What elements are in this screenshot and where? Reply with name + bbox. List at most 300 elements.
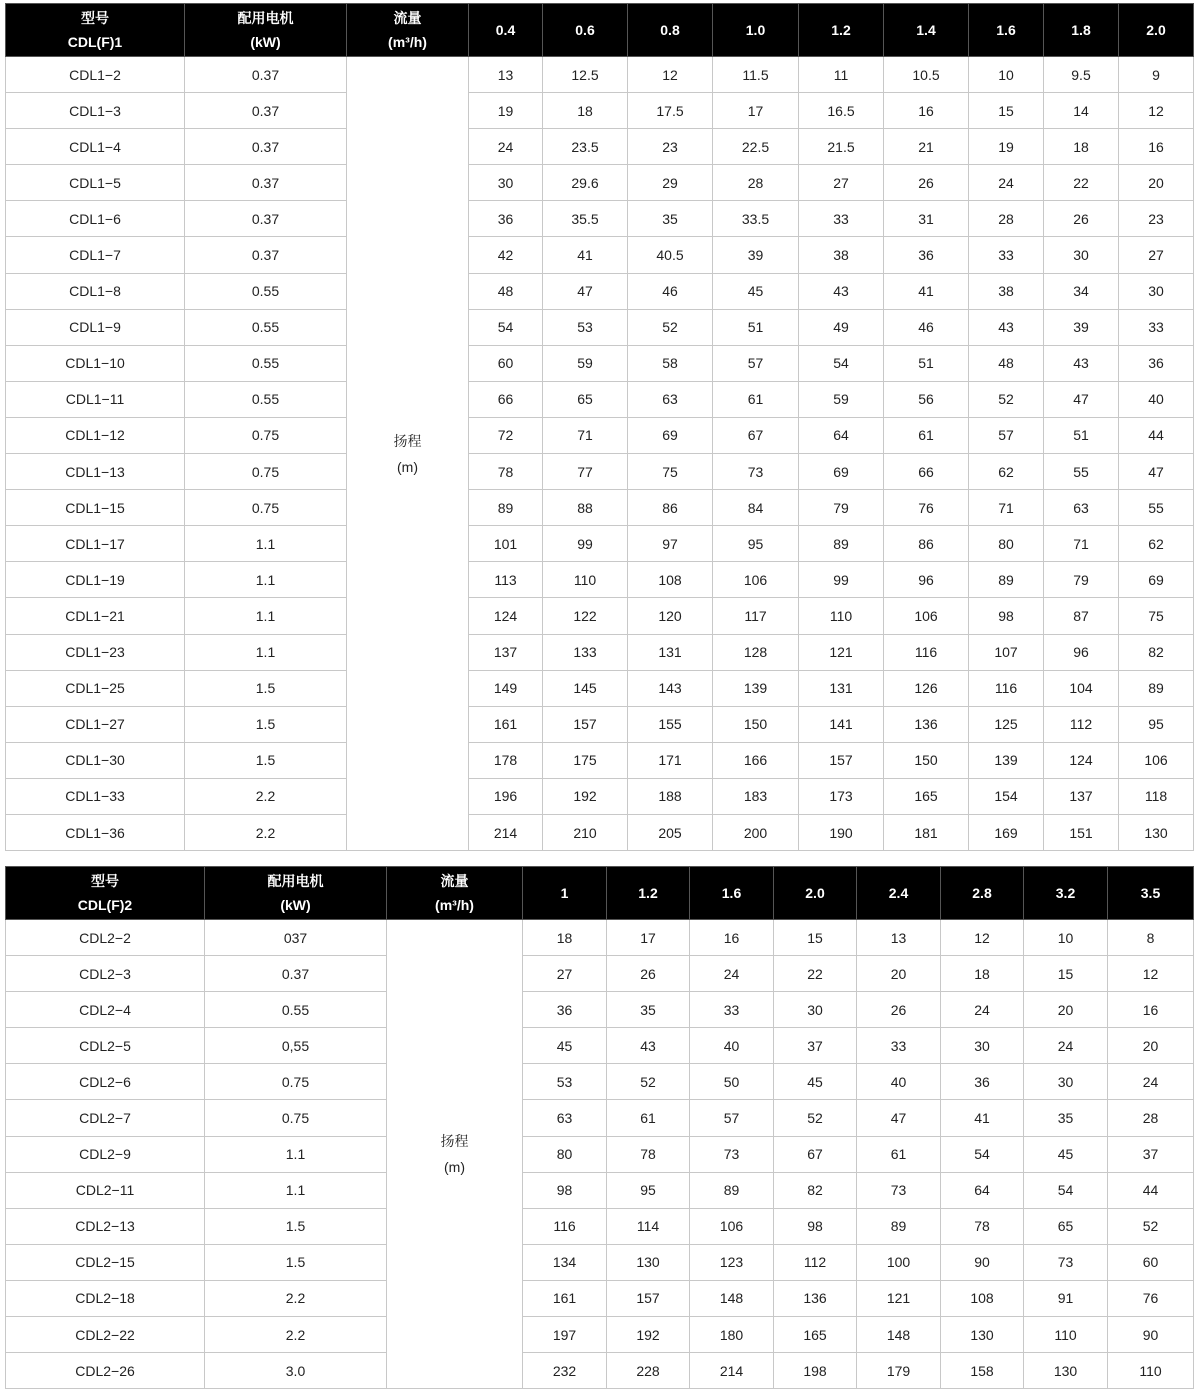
model-cell: CDL1−13 <box>6 454 185 490</box>
head-value-cell: 57 <box>969 417 1044 453</box>
head-value-cell: 151 <box>1044 814 1119 850</box>
head-value-cell: 36 <box>884 237 969 273</box>
head-value-cell: 180 <box>690 1317 774 1353</box>
head-value-cell: 48 <box>969 345 1044 381</box>
head-value-cell: 95 <box>607 1172 690 1208</box>
head-value-cell: 57 <box>713 345 799 381</box>
head-value-cell: 139 <box>969 742 1044 778</box>
head-value-cell: 34 <box>1044 273 1119 309</box>
head-value-cell: 27 <box>1119 237 1194 273</box>
motor-power-cell: 0.55 <box>185 381 347 417</box>
motor-power-cell: 0.55 <box>205 992 387 1028</box>
table-row <box>6 742 1194 778</box>
head-value-cell: 149 <box>469 670 543 706</box>
head-value-cell: 44 <box>1108 1172 1194 1208</box>
head-value-cell: 65 <box>1024 1208 1108 1244</box>
motor-power-cell: 0.55 <box>185 273 347 309</box>
head-value-cell: 72 <box>469 417 543 453</box>
table-row <box>6 1100 1194 1136</box>
head-value-cell: 69 <box>628 417 713 453</box>
head-value-cell: 20 <box>1108 1028 1194 1064</box>
head-value-cell: 39 <box>713 237 799 273</box>
head-value-cell: 232 <box>523 1353 607 1389</box>
table-row <box>6 1064 1194 1100</box>
head-value-cell: 13 <box>469 57 543 93</box>
flow-rate-header: 2.0 <box>1119 4 1194 57</box>
head-value-cell: 23 <box>1119 201 1194 237</box>
head-value-cell: 11 <box>799 57 884 93</box>
head-value-cell: 29.6 <box>543 165 628 201</box>
head-value-cell: 33 <box>690 992 774 1028</box>
flow-rate-header: 2.0 <box>774 867 857 920</box>
head-value-cell: 96 <box>884 562 969 598</box>
table-row <box>6 670 1194 706</box>
head-value-cell: 23 <box>628 129 713 165</box>
model-cell: CDL1−25 <box>6 670 185 706</box>
model-cell: CDL2−3 <box>6 956 205 992</box>
head-value-cell: 16 <box>1119 129 1194 165</box>
head-value-cell: 47 <box>543 273 628 309</box>
table-row <box>6 490 1194 526</box>
motor-power-cell: 0.37 <box>185 129 347 165</box>
head-value-cell: 90 <box>941 1244 1024 1280</box>
table-row <box>6 1028 1194 1064</box>
motor-power-cell: 2.2 <box>185 814 347 850</box>
head-value-cell: 56 <box>884 381 969 417</box>
head-value-cell: 10 <box>1024 920 1108 956</box>
head-value-cell: 33 <box>857 1028 941 1064</box>
head-value-cell: 24 <box>690 956 774 992</box>
head-value-cell: 116 <box>884 634 969 670</box>
table-row <box>6 201 1194 237</box>
table-header-row <box>6 867 1194 920</box>
head-value-cell: 157 <box>543 706 628 742</box>
head-value-cell: 61 <box>713 381 799 417</box>
head-value-cell: 28 <box>1108 1100 1194 1136</box>
model-cell: CDL1−3 <box>6 93 185 129</box>
head-value-cell: 71 <box>543 417 628 453</box>
head-value-cell: 40 <box>857 1064 941 1100</box>
head-value-cell: 190 <box>799 814 884 850</box>
head-value-cell: 24 <box>1108 1064 1194 1100</box>
head-value-cell: 137 <box>1044 778 1119 814</box>
motor-power-cell: 0.75 <box>185 490 347 526</box>
head-value-cell: 106 <box>1119 742 1194 778</box>
head-value-cell: 198 <box>774 1353 857 1389</box>
head-value-cell: 150 <box>884 742 969 778</box>
head-value-cell: 33 <box>799 201 884 237</box>
head-value-cell: 89 <box>969 562 1044 598</box>
head-label-cell <box>387 920 523 1389</box>
head-value-cell: 27 <box>799 165 884 201</box>
head-value-cell: 117 <box>713 598 799 634</box>
model-cell: CDL1−33 <box>6 778 185 814</box>
table-row <box>6 454 1194 490</box>
head-value-cell: 96 <box>1044 634 1119 670</box>
head-value-cell: 136 <box>884 706 969 742</box>
head-value-cell: 86 <box>628 490 713 526</box>
head-value-cell: 30 <box>469 165 543 201</box>
head-unit: (m) <box>397 458 418 475</box>
model-cell: CDL1−27 <box>6 706 185 742</box>
table-row <box>6 1172 1194 1208</box>
head-value-cell: 150 <box>713 706 799 742</box>
head-value-cell: 18 <box>1044 129 1119 165</box>
model-cell: CDL2−11 <box>6 1172 205 1208</box>
table-row <box>6 381 1194 417</box>
table-row <box>6 57 1194 93</box>
flow-rate-header: 1.2 <box>799 4 884 57</box>
head-value-cell: 65 <box>543 381 628 417</box>
table-row <box>6 1317 1194 1353</box>
head-value-cell: 99 <box>799 562 884 598</box>
head-label-cell <box>347 57 469 851</box>
head-value-cell: 30 <box>1024 1064 1108 1100</box>
head-value-cell: 154 <box>969 778 1044 814</box>
motor-power-cell: 0.75 <box>205 1100 387 1136</box>
head-value-cell: 166 <box>713 742 799 778</box>
head-value-cell: 20 <box>857 956 941 992</box>
table-row <box>6 920 1194 956</box>
head-value-cell: 188 <box>628 778 713 814</box>
head-value-cell: 33.5 <box>713 201 799 237</box>
head-value-cell: 89 <box>1119 670 1194 706</box>
head-value-cell: 36 <box>1119 345 1194 381</box>
head-value-cell: 130 <box>1024 1353 1108 1389</box>
head-value-cell: 57 <box>690 1100 774 1136</box>
head-value-cell: 76 <box>884 490 969 526</box>
motor-power-cell: 0,55 <box>205 1028 387 1064</box>
head-value-cell: 110 <box>799 598 884 634</box>
head-value-cell: 69 <box>799 454 884 490</box>
head-value-cell: 84 <box>713 490 799 526</box>
head-value-cell: 51 <box>713 309 799 345</box>
head-value-cell: 214 <box>690 1353 774 1389</box>
head-value-cell: 61 <box>607 1100 690 1136</box>
head-value-cell: 175 <box>543 742 628 778</box>
head-value-cell: 63 <box>628 381 713 417</box>
head-value-cell: 112 <box>1044 706 1119 742</box>
head-value-cell: 35.5 <box>543 201 628 237</box>
head-value-cell: 37 <box>1108 1136 1194 1172</box>
model-cell: CDL2−18 <box>6 1280 205 1316</box>
head-value-cell: 121 <box>799 634 884 670</box>
head-value-cell: 178 <box>469 742 543 778</box>
head-value-cell: 18 <box>523 920 607 956</box>
motor-power-cell: 037 <box>205 920 387 956</box>
head-value-cell: 106 <box>884 598 969 634</box>
head-value-cell: 44 <box>1119 417 1194 453</box>
table-row <box>6 165 1194 201</box>
head-value-cell: 210 <box>543 814 628 850</box>
head-value-cell: 52 <box>774 1100 857 1136</box>
head-value-cell: 17.5 <box>628 93 713 129</box>
head-value-cell: 161 <box>469 706 543 742</box>
head-value-cell: 48 <box>469 273 543 309</box>
head-value-cell: 40 <box>690 1028 774 1064</box>
head-value-cell: 78 <box>469 454 543 490</box>
head-value-cell: 54 <box>1024 1172 1108 1208</box>
flow-rate-header: 0.4 <box>469 4 543 57</box>
model-cell: CDL2−9 <box>6 1136 205 1172</box>
head-value-cell: 24 <box>969 165 1044 201</box>
motor-power-cell: 0.37 <box>185 165 347 201</box>
head-value-cell: 165 <box>774 1317 857 1353</box>
head-value-cell: 16.5 <box>799 93 884 129</box>
model-cell: CDL2−5 <box>6 1028 205 1064</box>
model-cell: CDL2−2 <box>6 920 205 956</box>
model-cell: CDL1−7 <box>6 237 185 273</box>
head-value-cell: 12.5 <box>543 57 628 93</box>
head-value-cell: 171 <box>628 742 713 778</box>
head-value-cell: 18 <box>941 956 1024 992</box>
head-value-cell: 165 <box>884 778 969 814</box>
head-value-cell: 148 <box>857 1317 941 1353</box>
head-value-cell: 130 <box>941 1317 1024 1353</box>
head-value-cell: 10 <box>969 57 1044 93</box>
model-cell: CDL1−5 <box>6 165 185 201</box>
head-value-cell: 46 <box>628 273 713 309</box>
model-cell: CDL1−8 <box>6 273 185 309</box>
model-cell: CDL1−10 <box>6 345 185 381</box>
head-value-cell: 116 <box>969 670 1044 706</box>
model-cell: CDL2−13 <box>6 1208 205 1244</box>
head-value-cell: 20 <box>1024 992 1108 1028</box>
head-value-cell: 75 <box>628 454 713 490</box>
motor-power-cell: 0.75 <box>185 454 347 490</box>
head-value-cell: 106 <box>690 1208 774 1244</box>
head-value-cell: 214 <box>469 814 543 850</box>
head-value-cell: 53 <box>543 309 628 345</box>
flow-rate-header: 1.4 <box>884 4 969 57</box>
flow-rate-header: 0.6 <box>543 4 628 57</box>
head-value-cell: 82 <box>1119 634 1194 670</box>
head-value-cell: 73 <box>857 1172 941 1208</box>
flow-rate-header: 2.4 <box>857 867 941 920</box>
head-value-cell: 89 <box>469 490 543 526</box>
head-value-cell: 124 <box>469 598 543 634</box>
model-cell: CDL1−19 <box>6 562 185 598</box>
head-value-cell: 104 <box>1044 670 1119 706</box>
head-value-cell: 89 <box>857 1208 941 1244</box>
table-row <box>6 1280 1194 1316</box>
motor-power-cell: 1.5 <box>205 1244 387 1280</box>
head-value-cell: 63 <box>523 1100 607 1136</box>
head-value-cell: 86 <box>884 526 969 562</box>
head-value-cell: 36 <box>469 201 543 237</box>
model-cell: CDL1−6 <box>6 201 185 237</box>
head-value-cell: 110 <box>543 562 628 598</box>
head-value-cell: 47 <box>857 1100 941 1136</box>
head-value-cell: 77 <box>543 454 628 490</box>
head-value-cell: 51 <box>1044 417 1119 453</box>
head-value-cell: 12 <box>941 920 1024 956</box>
head-value-cell: 97 <box>628 526 713 562</box>
head-value-cell: 71 <box>1044 526 1119 562</box>
head-value-cell: 78 <box>941 1208 1024 1244</box>
head-value-cell: 41 <box>941 1100 1024 1136</box>
table-row <box>6 814 1194 850</box>
head-value-cell: 79 <box>799 490 884 526</box>
head-value-cell: 28 <box>713 165 799 201</box>
model-cell: CDL2−15 <box>6 1244 205 1280</box>
motor-power-cell: 1.5 <box>185 742 347 778</box>
model-cell: CDL2−4 <box>6 992 205 1028</box>
model-cell: CDL1−11 <box>6 381 185 417</box>
head-value-cell: 36 <box>523 992 607 1028</box>
head-value-cell: 124 <box>1044 742 1119 778</box>
model-cell: CDL1−21 <box>6 598 185 634</box>
head-value-cell: 9 <box>1119 57 1194 93</box>
model-header: 型号 CDL(F)1 <box>6 4 185 57</box>
motor-power-cell: 1.1 <box>185 598 347 634</box>
head-value-cell: 64 <box>941 1172 1024 1208</box>
head-value-cell: 43 <box>799 273 884 309</box>
head-value-cell: 122 <box>543 598 628 634</box>
head-value-cell: 63 <box>1044 490 1119 526</box>
head-value-cell: 13 <box>857 920 941 956</box>
model-cell: CDL1−4 <box>6 129 185 165</box>
head-value-cell: 100 <box>857 1244 941 1280</box>
flow-rate-header: 1.0 <box>713 4 799 57</box>
head-value-cell: 15 <box>1024 956 1108 992</box>
model-cell: CDL1−2 <box>6 57 185 93</box>
head-value-cell: 80 <box>969 526 1044 562</box>
head-value-cell: 54 <box>469 309 543 345</box>
motor-power-cell: 3.0 <box>205 1353 387 1389</box>
head-value-cell: 183 <box>713 778 799 814</box>
head-unit: (m) <box>444 1159 465 1176</box>
head-value-cell: 35 <box>1024 1100 1108 1136</box>
motor-power-cell: 0.75 <box>185 417 347 453</box>
table-header-row <box>6 4 1194 57</box>
head-value-cell: 38 <box>969 273 1044 309</box>
head-value-cell: 55 <box>1119 490 1194 526</box>
head-value-cell: 143 <box>628 670 713 706</box>
head-value-cell: 41 <box>543 237 628 273</box>
head-value-cell: 98 <box>523 1172 607 1208</box>
head-value-cell: 114 <box>607 1208 690 1244</box>
head-value-cell: 53 <box>523 1064 607 1100</box>
head-value-cell: 35 <box>628 201 713 237</box>
head-value-cell: 54 <box>941 1136 1024 1172</box>
head-value-cell: 108 <box>628 562 713 598</box>
head-value-cell: 196 <box>469 778 543 814</box>
head-value-cell: 30 <box>774 992 857 1028</box>
table-row <box>6 309 1194 345</box>
model-cell: CDL1−36 <box>6 814 185 850</box>
head-value-cell: 161 <box>523 1280 607 1316</box>
motor-power-cell: 0.37 <box>185 201 347 237</box>
table-row <box>6 598 1194 634</box>
head-value-cell: 50 <box>690 1064 774 1100</box>
head-value-cell: 71 <box>969 490 1044 526</box>
head-value-cell: 9.5 <box>1044 57 1119 93</box>
head-value-cell: 40 <box>1119 381 1194 417</box>
head-value-cell: 49 <box>799 309 884 345</box>
head-value-cell: 52 <box>969 381 1044 417</box>
head-value-cell: 43 <box>607 1028 690 1064</box>
model-cell: CDL1−17 <box>6 526 185 562</box>
head-value-cell: 141 <box>799 706 884 742</box>
head-value-cell: 89 <box>799 526 884 562</box>
head-value-cell: 45 <box>523 1028 607 1064</box>
motor-power-cell: 1.1 <box>205 1172 387 1208</box>
table-row <box>6 526 1194 562</box>
head-value-cell: 43 <box>1044 345 1119 381</box>
head-value-cell: 121 <box>857 1280 941 1316</box>
head-value-cell: 41 <box>884 273 969 309</box>
table-row <box>6 992 1194 1028</box>
table-row <box>6 237 1194 273</box>
head-value-cell: 29 <box>628 165 713 201</box>
head-value-cell: 126 <box>884 670 969 706</box>
head-value-cell: 23.5 <box>543 129 628 165</box>
head-value-cell: 197 <box>523 1317 607 1353</box>
head-value-cell: 78 <box>607 1136 690 1172</box>
head-value-cell: 11.5 <box>713 57 799 93</box>
head-value-cell: 30 <box>941 1028 1024 1064</box>
head-value-cell: 28 <box>969 201 1044 237</box>
head-value-cell: 30 <box>1119 273 1194 309</box>
head-value-cell: 91 <box>1024 1280 1108 1316</box>
head-value-cell: 61 <box>857 1136 941 1172</box>
head-value-cell: 112 <box>774 1244 857 1280</box>
head-value-cell: 76 <box>1108 1280 1194 1316</box>
head-value-cell: 95 <box>713 526 799 562</box>
model-cell: CDL2−22 <box>6 1317 205 1353</box>
head-value-cell: 66 <box>469 381 543 417</box>
head-value-cell: 58 <box>628 345 713 381</box>
head-label: 扬程 <box>393 432 422 449</box>
head-value-cell: 31 <box>884 201 969 237</box>
head-value-cell: 42 <box>469 237 543 273</box>
head-value-cell: 133 <box>543 634 628 670</box>
head-value-cell: 98 <box>969 598 1044 634</box>
motor-header: 配用电机 (kW) <box>205 867 387 920</box>
head-value-cell: 19 <box>469 93 543 129</box>
head-value-cell: 95 <box>1119 706 1194 742</box>
head-value-cell: 131 <box>628 634 713 670</box>
model-cell: CDL1−30 <box>6 742 185 778</box>
head-value-cell: 24 <box>941 992 1024 1028</box>
head-value-cell: 173 <box>799 778 884 814</box>
head-value-cell: 158 <box>941 1353 1024 1389</box>
head-value-cell: 179 <box>857 1353 941 1389</box>
head-value-cell: 10.5 <box>884 57 969 93</box>
head-value-cell: 98 <box>774 1208 857 1244</box>
head-value-cell: 46 <box>884 309 969 345</box>
head-value-cell: 88 <box>543 490 628 526</box>
head-value-cell: 80 <box>523 1136 607 1172</box>
head-value-cell: 128 <box>713 634 799 670</box>
head-value-cell: 40.5 <box>628 237 713 273</box>
head-value-cell: 52 <box>607 1064 690 1100</box>
head-value-cell: 205 <box>628 814 713 850</box>
table-row <box>6 1208 1194 1244</box>
head-value-cell: 26 <box>607 956 690 992</box>
motor-power-cell: 2.2 <box>185 778 347 814</box>
head-value-cell: 192 <box>607 1317 690 1353</box>
model-cell: CDL2−7 <box>6 1100 205 1136</box>
flow-rate-header: 1.8 <box>1044 4 1119 57</box>
head-value-cell: 16 <box>1108 992 1194 1028</box>
head-value-cell: 130 <box>1119 814 1194 850</box>
head-value-cell: 55 <box>1044 454 1119 490</box>
head-value-cell: 169 <box>969 814 1044 850</box>
flow-rate-header: 2.8 <box>941 867 1024 920</box>
motor-header: 配用电机 (kW) <box>185 4 347 57</box>
